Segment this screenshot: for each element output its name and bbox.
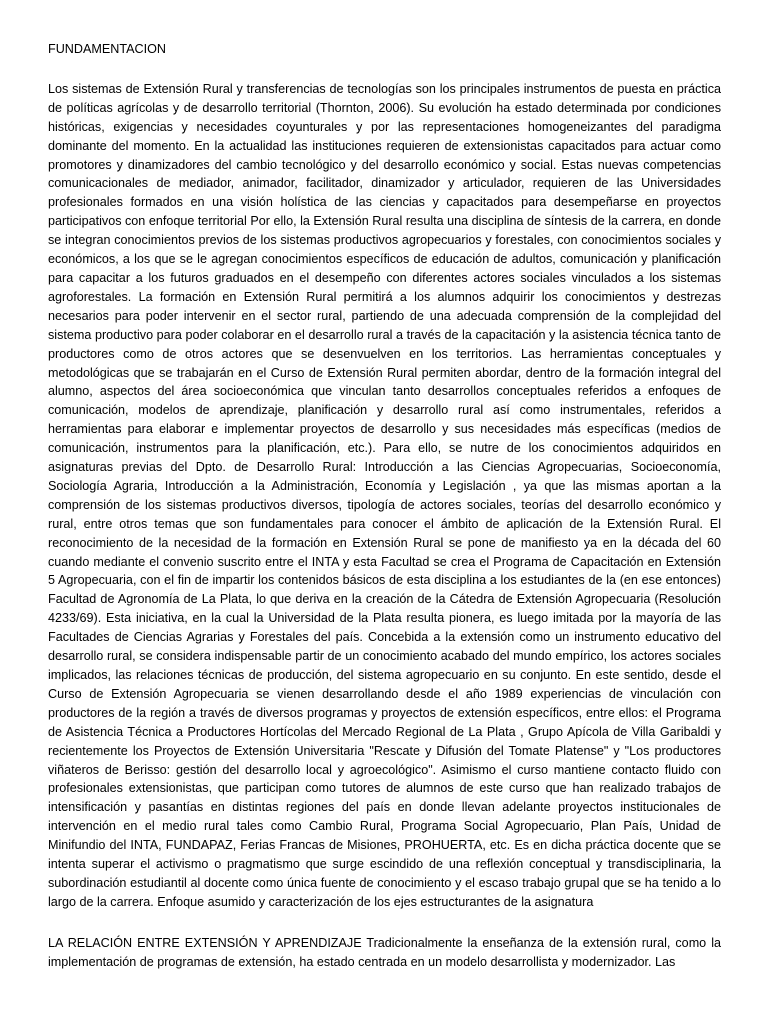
- document-page: [48, 40, 721, 972]
- document-heading: FUNDAMENTACION: [48, 42, 167, 56]
- paragraph-relacion-extension-aprendizaje: LA RELACIÓN ENTRE EXTENSIÓN Y APRENDIZAJE Tradicionalmente la enseñanza de la extensión rural, como la implementación de programas de extensión, ha estado centrada en un modelo desarrollista y modernizador. Las: [48, 935, 721, 969]
- paragraph-fundamentacion: Los sistemas de Extensión Rural y transferencias de tecnologías son los principales instrumentos de puesta en práctica de políticas agrícolas y de desarrollo territorial (Thornton, 2006). Su evolución ha estado determinada por condiciones históricas, exigencias y necesidades coyunturales y por las representaciones homogeneizantes del paradigma dominante del momento. En la actualidad las instituciones requieren de extensionistas capacitados para actuar como promotores y dinamizadores del cambio tecnológico y del desarrollo económico y social. Estas nuevas competencias comunicacionales de mediador, animador, facilitador, dinamizador y articulador, requieren de las Universidades profesionales formados en una visión holística de las ciencias y capacitados para desempeñarse en proyectos participativos con enfoque territorial Por ello, la Extensión Rural resulta una disciplina de síntesis de la carrera, en donde se integran conocimientos previos de los sistemas productivos agropecuarios y forestales, con conocimientos sociales y económicos, a los que se le agregan conocimientos específicos de educación de adultos, comunicación y planificación para capacitar a los futuros graduados en el desempeño con diferentes actores sociales vinculados a los sistemas agroforestales. La formación en Extensión Rural permitirá a los alumnos adquirir los conocimientos y destrezas necesarios para poder intervenir en el sector rural, partiendo de una adecuada comprensión de la complejidad del sistema productivo para poder colaborar en el desarrollo rural a través de la capacitación y la asistencia técnica tanto de productores como de otros actores que se desenvuelven en los territorios. Las herramientas conceptuales y metodológicas que se trabajarán en el Curso de Extensión Rural permiten abordar, dentro de la formación integral del alumno, aspectos del área socioeconómica que vinculan tanto desarrollos conceptuales referidos a enfoques de comunicación, modelos de aprendizaje, planificación y desarrollo rural así como instrumentales, referidos a herramientas para elaborar e implementar proyectos de desarrollo y sus necesidades más específicas (medios de comunicación, instrumentos para la planificación, etc.). Para ello, se nutre de los conocimientos adquiridos en asignaturas previas del Dpto. de Desarrollo Rural: Introducción a las Ciencias Agropecuarias, Socioeconomía, Sociología Agraria, Introducción a la Administración, Economía y Legislación , ya que las mismas aportan a la comprensión de los sistemas productivos diversos, tipología de actores sociales, teorías del desarrollo económico y rural, entre otros temas que son fundamentales para conocer el ámbito de aplicación de la Extensión Rural. El reconocimiento de la necesidad de la formación en Extensión Rural se pone de manifiesto ya en la década del 60 cuando mediante el convenio suscrito entre el INTA y esta Facultad se crea el Programa de Capacitación en Extensión 5 Agropecuaria, con el fin de impartir los contenidos básicos de esta disciplina a los estudiantes de la (en ese entonces) Facultad de Agronomía de La Plata, lo que deriva en la creación de la Cátedra de Extensión Agropecuaria (Resolución 4233/69). Esta iniciativa, en la cual la Universidad de la Plata resulta pionera, es luego imitada por la mayoría de las Facultades de Ciencias Agrarias y Forestales del país. Concebida a la extensión como un instrumento educativo del desarrollo rural, se considera indispensable partir de un conocimiento acabado del mundo empírico, los actores sociales implicados, las relaciones técnicas de producción, del sistema agropecuario en su conjunto. En este sentido, desde el Curso de Extensión Agropecuaria se vienen desarrollando desde el año 1989 experiencias de vinculación con productores de la región a través de diversos programas y proyectos de extensión específicos, entre ellos: el Programa de Asistencia Técnica a Productores Hortícolas del Mercado Regional de La Plata , Grupo Apícola de Villa Garibaldi y recientemente los Proyectos de Extensión Universitaria "Rescate y Difusión del Tomate Platense" y "Los productores viñateros de Berisso: gestión del desarrollo local y agroecológico". Asimismo el curso mantiene contacto fluido con profesionales extensionistas, que participan como tutores de alumnos de este curso que han realizado trabajos de intensificación y pasantías en distintas regiones del país en donde llevan adelante proyectos institucionales de intervención en el medio rural tales como Cambio Rural, Programa Social Agropecuario, Plan País, Unidad de Minifundio del INTA, FUNDAPAZ, Ferias Francas de Misiones, PROHUERTA, etc. Es en dicha práctica docente que se intenta superar el activismo o pragmatismo que surge escindido de una reflexión conceptual y transdisciplinaria, la subordinación estudiantil al docente como única fuente de conocimiento y el escaso trabajo grupal que se ha tenido a lo largo de la carrera. Enfoque asumido y caracterización de los ejes estructurantes de la asignatura: [48, 81, 721, 909]
